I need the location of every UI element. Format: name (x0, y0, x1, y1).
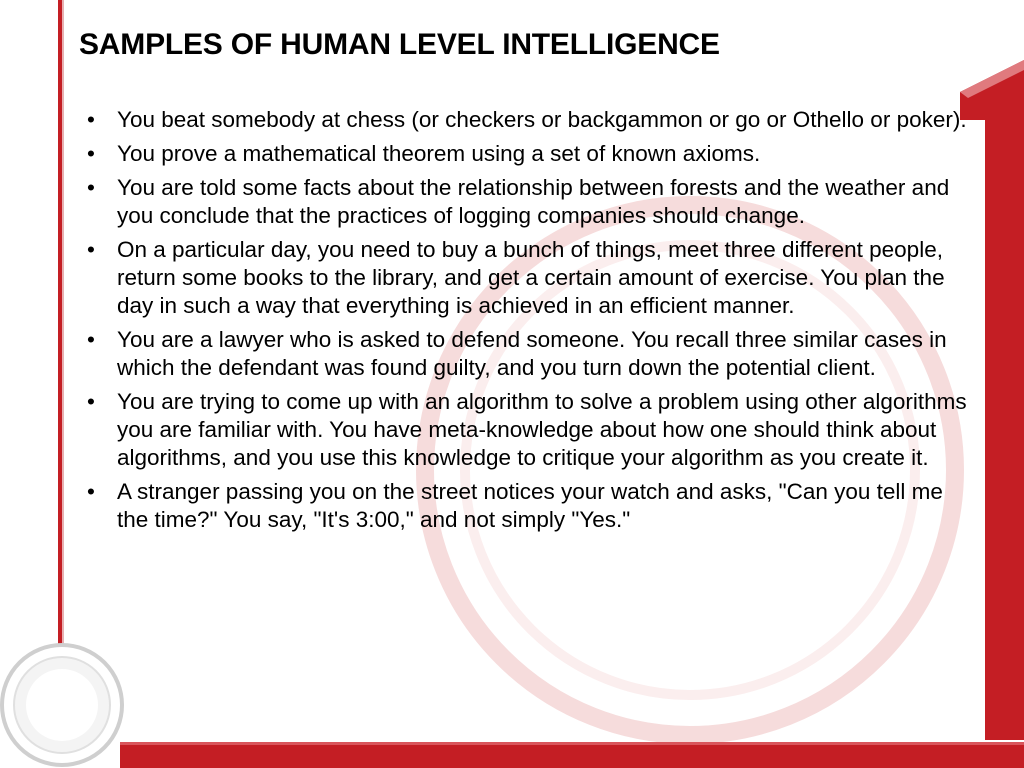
slide-title: SAMPLES OF HUMAN LEVEL INTELLIGENCE (79, 28, 720, 61)
bullet-marker: • (87, 389, 95, 414)
bullet-text: You are trying to come up with an algorithm to solve a problem using other algorithms you are familiar with. You have meta-knowledge about how one should think about algorithms, and you use this knowledge to critique your algorithm as you create it. (117, 389, 967, 470)
bullet-marker: • (87, 175, 95, 200)
bullet-text: You are told some facts about the relationship between forests and the weather and you conclude that the practices of logging companies should change. (117, 175, 950, 228)
list-item (87, 478, 967, 534)
corner-ring-core (26, 669, 98, 741)
bullet-marker: • (87, 141, 95, 166)
bottom-accent-bar (120, 742, 1024, 768)
list-item (87, 140, 967, 168)
bullet-list (87, 106, 967, 540)
list-item (87, 326, 967, 382)
list-item (87, 236, 967, 320)
left-accent-line (58, 0, 62, 700)
bottom-accent-highlight (120, 742, 1024, 745)
list-item (87, 388, 967, 472)
list-item (87, 174, 967, 230)
bullet-marker: • (87, 107, 95, 132)
list-item (87, 106, 967, 134)
bullet-marker: • (87, 479, 95, 504)
right-accent-shape (960, 60, 1024, 740)
left-accent-line-shadow (62, 0, 64, 700)
bullet-text: A stranger passing you on the street notices your watch and asks, "Can you tell me the time?" You say, "It's 3:00," and not simply "Yes." (117, 479, 943, 532)
bullet-marker: • (87, 327, 95, 352)
bullet-marker: • (87, 237, 95, 262)
bullet-text: You are a lawyer who is asked to defend someone. You recall three similar cases in which the defendant was found guilty, and you turn down the potential client. (117, 327, 947, 380)
bullet-text: On a particular day, you need to buy a bunch of things, meet three different people, return some books to the library, and get a certain amount of exercise. You plan the day in such a way that everything is achieved in an efficient manner. (117, 237, 945, 318)
bullet-text: You beat somebody at chess (or checkers or backgammon or go or Othello or poker). (117, 107, 967, 132)
bullet-text: You prove a mathematical theorem using a set of known axioms. (117, 141, 761, 166)
